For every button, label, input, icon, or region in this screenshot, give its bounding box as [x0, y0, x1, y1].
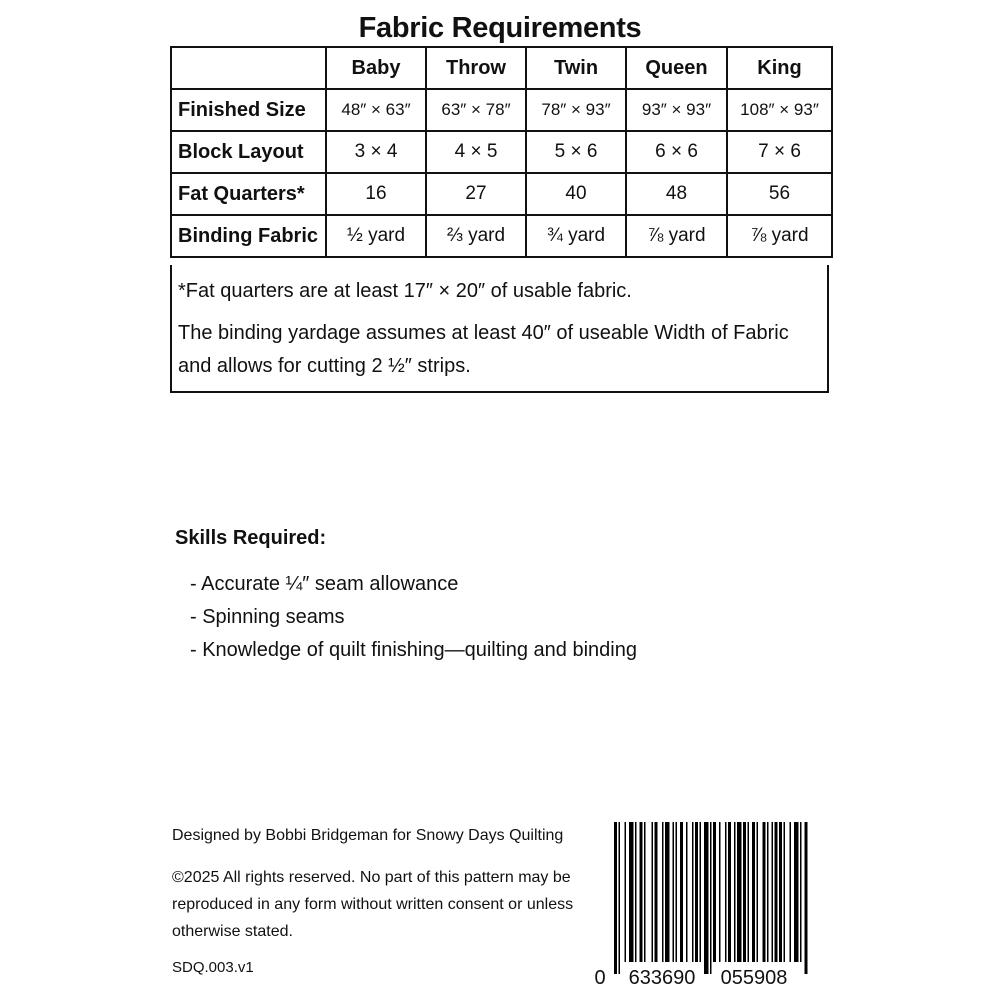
barcode-bar — [763, 822, 766, 962]
barcode-bar — [635, 822, 637, 962]
barcode-bar — [713, 822, 716, 962]
barcode-bar — [775, 822, 778, 962]
barcode-bar — [728, 822, 731, 962]
table-cell: 108″ × 93″ — [727, 89, 832, 131]
barcode-bar — [700, 822, 702, 962]
table-row-block-layout — [171, 131, 832, 173]
table-cell: ⅔ yard — [426, 215, 526, 257]
table-cell: 40 — [526, 173, 626, 215]
barcode-bar — [629, 822, 634, 962]
table-cell: 93″ × 93″ — [626, 89, 727, 131]
table-cell: 78″ × 93″ — [526, 89, 626, 131]
table-cell: 63″ × 78″ — [426, 89, 526, 131]
barcode-bar — [737, 822, 742, 962]
header-cell-throw: Throw — [426, 47, 526, 89]
list-item: - Accurate ¼″ seam allowance — [190, 568, 637, 601]
barcode-bar — [614, 822, 617, 974]
barcode-bar — [644, 822, 646, 962]
table-cell: ½ yard — [326, 215, 426, 257]
table-cell: 5 × 6 — [526, 131, 626, 173]
upc-barcode — [590, 820, 820, 992]
barcode-bar — [665, 822, 670, 962]
table-cell: 4 × 5 — [426, 131, 526, 173]
barcode-bar — [784, 822, 786, 962]
table-header-row — [171, 47, 832, 89]
header-cell-baby: Baby — [326, 47, 426, 89]
barcode-bar — [805, 822, 808, 974]
list-item: - Spinning seams — [190, 601, 637, 634]
barcode-bar — [779, 822, 782, 962]
barcode-bar — [676, 822, 678, 962]
table-cell: 48 — [626, 173, 727, 215]
list-item: - Knowledge of quilt finishing—quilting and binding — [190, 634, 637, 667]
table-cell: 56 — [727, 173, 832, 215]
barcode-bar — [743, 822, 746, 962]
barcode-bar — [752, 822, 755, 962]
barcode-bar — [652, 822, 654, 962]
table-cell: 16 — [326, 173, 426, 215]
skills-heading: Skills Required: — [175, 527, 327, 549]
page-title: Fabric Requirements — [358, 12, 642, 44]
fat-quarter-note: *Fat quarters are at least 17″ × 20″ of usable fabric. — [178, 280, 632, 302]
barcode-bar — [695, 822, 698, 962]
row-label: Fat Quarters* — [171, 173, 326, 215]
barcode-bar — [719, 822, 721, 962]
barcode-bar — [794, 822, 799, 962]
binding-note: The binding yardage assumes at least 40″ of useable Width of Fabric and allows for cutting 2 ½″ strips. — [178, 322, 789, 377]
table-row-finished-size — [171, 89, 832, 131]
barcode-bar — [772, 822, 774, 962]
fabric-requirements-table — [170, 46, 833, 258]
table-row-binding-fabric — [171, 215, 832, 257]
row-label: Binding Fabric — [171, 215, 326, 257]
table-cell: ⅞ yard — [626, 215, 727, 257]
barcode-bar — [767, 822, 769, 962]
barcode-bar — [710, 822, 712, 974]
barcode-bar — [680, 822, 683, 962]
barcode-bar — [619, 822, 621, 974]
barcode-digits-right: 055908 — [720, 967, 788, 989]
barcode-bar — [625, 822, 627, 962]
header-cell-king: King — [727, 47, 832, 89]
barcode-bar — [662, 822, 664, 962]
barcode-bar — [725, 822, 727, 962]
table-cell: 3 × 4 — [326, 131, 426, 173]
table-cell: 48″ × 63″ — [326, 89, 426, 131]
skills-list — [190, 568, 637, 667]
row-label: Finished Size — [171, 89, 326, 131]
barcode-bar — [704, 822, 709, 974]
table-cell: 6 × 6 — [626, 131, 727, 173]
header-cell-queen: Queen — [626, 47, 727, 89]
barcode-bars — [614, 822, 808, 974]
row-label: Block Layout — [171, 131, 326, 173]
table-notes — [170, 265, 829, 393]
barcode-digit-first: 0 — [594, 967, 606, 989]
table-cell: 27 — [426, 173, 526, 215]
barcode-digits-left: 633690 — [628, 967, 696, 989]
designer-credit: Designed by Bobbi Bridgeman for Snowy Days Quilting — [172, 827, 564, 844]
pattern-sku: SDQ.003.v1 — [172, 959, 254, 976]
barcode-bar — [640, 822, 643, 962]
header-cell-empty — [171, 47, 326, 89]
barcode-bar — [673, 822, 675, 962]
copyright-notice: ©2025 All rights reserved. No part of this pattern may be reproduced in any form without written consent or unless otherwise stated. — [172, 869, 574, 940]
barcode-bar — [686, 822, 688, 962]
barcode-bar — [800, 822, 802, 962]
table-row-fat-quarters — [171, 173, 832, 215]
barcode-bar — [790, 822, 792, 962]
barcode-bar — [757, 822, 759, 962]
table-cell: ⅞ yard — [727, 215, 832, 257]
header-cell-twin: Twin — [526, 47, 626, 89]
table-cell: ¾ yard — [526, 215, 626, 257]
barcode-bar — [692, 822, 694, 962]
table-cell: 7 × 6 — [727, 131, 832, 173]
barcode-bar — [734, 822, 736, 962]
barcode-bar — [748, 822, 750, 962]
barcode-bar — [655, 822, 658, 962]
